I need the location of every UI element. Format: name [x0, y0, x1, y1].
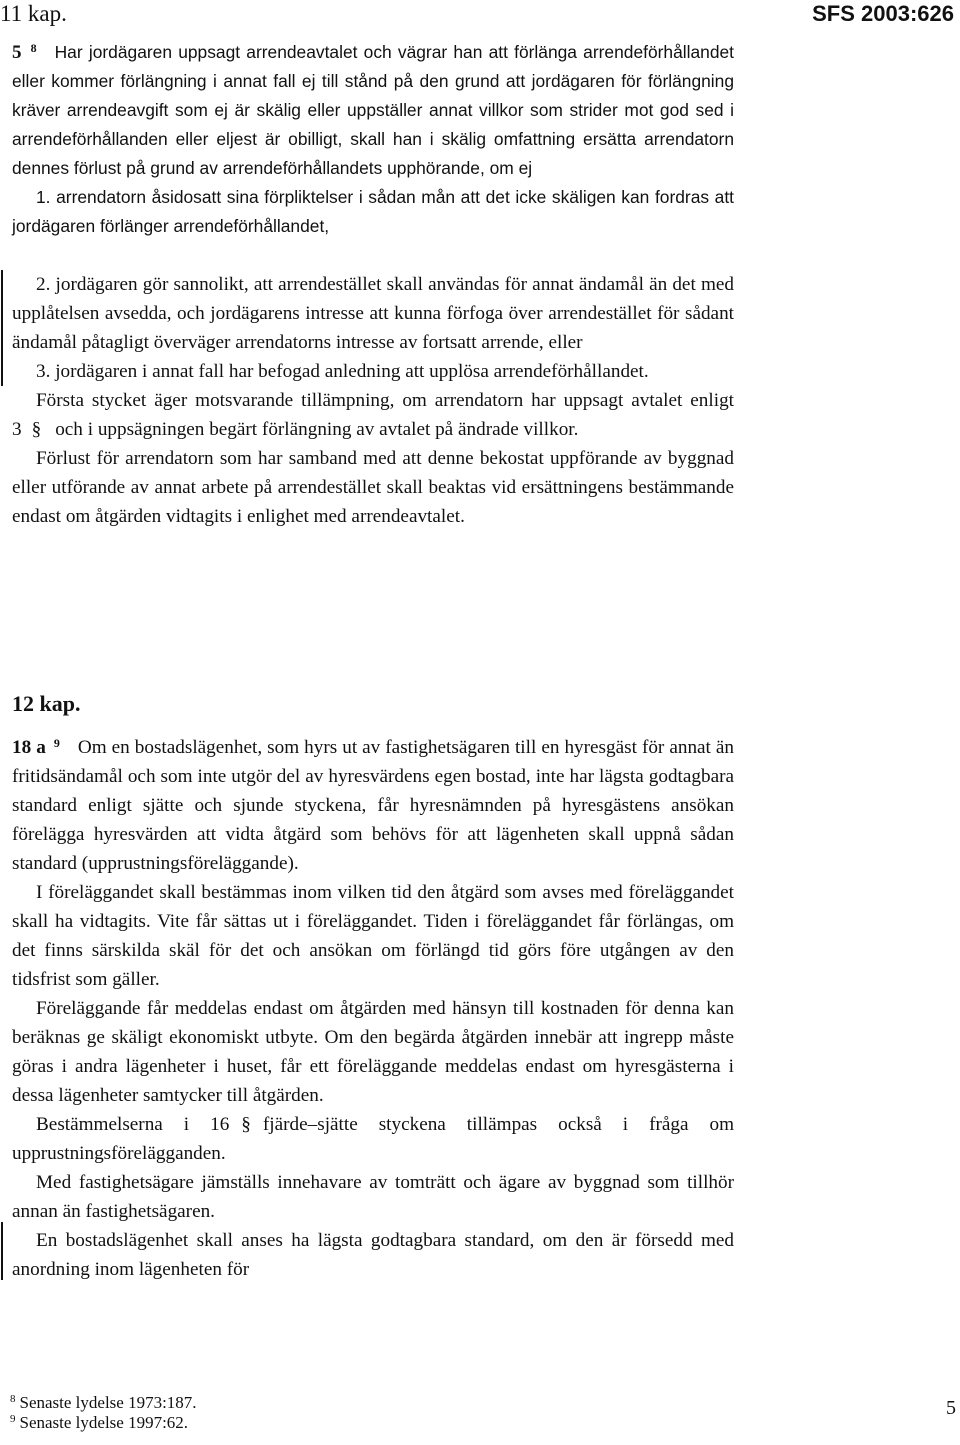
change-bar: [1, 270, 3, 386]
footnote-marker: 9: [10, 1413, 16, 1425]
list-item-2: 2. jordägaren gör sannolikt, att arrendestället skall användas för annat ändamål än det med upplåtelsen avsedda, och jordägarens intresse att kunna förfoga över arrendestället för sådant ändamål påtagligt överväger arrendatorns intresse av fortsatt arrende, eller: [12, 274, 734, 353]
paragraph-2: I föreläggandet skall bestämmas inom vilken tid den åtgärd som avses med föreläggandet skall ha vidtagits. Vite får sättas ut i föreläggandet. Tiden i föreläggandet får förlängas, om det finns särskilda skäl för det och ansökan om förlängd tid görs före utgången av den tidsfrist som gäller.: [12, 882, 734, 990]
paragraph-4: Bestämmelserna i 16 § fjärde–sjätte styckena tillämpas också i fråga om upprustningsförelägganden.: [12, 1114, 734, 1164]
footnote-marker: 8: [10, 1393, 16, 1405]
page-number: 5: [946, 1397, 956, 1419]
footnote-9: $^9$ Senaste lydelse 1997:62.: [10, 1413, 189, 1432]
paragraph-2: Första stycket äger motsvarande tillämpning, om arrendatorn har uppsagt avtalet enligt 3 § och i uppsägningen begärt förlängning av avtalet på ändrade villkor.: [12, 390, 734, 440]
footnote-ref-8[interactable]: 8: [30, 41, 37, 55]
section-11-5-continued: [12, 270, 734, 531]
paragraph-3: Föreläggande får meddelas endast om åtgärden med hänsyn till kostnaden för denna kan beräknas ge skäligt ekonomiskt utbyte. Om den begärda åtgärden innebär att ingrepp måste göras i andra lägenheter i huset, får ett föreläggande meddelas endast om hyresgästerna i dessa lägenheter samtycker till åtgärden.: [12, 998, 734, 1106]
paragraph-3: Förlust för arrendatorn som har samband med att denne bekostat uppförande av byggnad eller utförande av annat arbete på arrendestället skall beaktas vid ersättningens bestämmande endast om åtgärden vidtagits i enlighet med arrendeavtalet.: [12, 448, 734, 527]
section-11-5: [12, 38, 734, 241]
paragraph-1: 18 a $^9$ Om en bostadslägenhet, som hyrs ut av fastighetsägaren till en hyresgäst för annat än fritidsändamål och som inte utgör del av hyresvärdens egen bostad, inte har lägsta godtagbara standard enligt sjätte och sjunde styckena, får hyresnämnden på hyresgästens ansökan förelägga hyresvärden att vidta åtgärd som behövs för att lägenheten skall uppnå sådan standard (upprustningsföreläggande).: [12, 736, 735, 874]
chapter-12-heading: 12 kap.: [12, 691, 81, 716]
footnote-8: $^8$ Senaste lydelse 1973:187.: [10, 1393, 197, 1412]
paragraph-number: 18 a $^9$: [12, 736, 60, 758]
paragraph-5: Med fastighetsägare jämställs innehavare av tomträtt och ägare av byggnad som tillhör annan än fastighetsägaren.: [12, 1172, 734, 1222]
paragraph-intro: [12, 38, 734, 183]
paragraph-6: En bostadslägenhet skall anses ha lägsta godtagbara standard, om den är försedd med anordning inom lägenheten för: [12, 1230, 734, 1280]
intro-text: Har jordägaren uppsagt arrendeavtalet och vägrar han att förlänga arrendeförhållandet eller kommer förlängning i annat fall ej till stånd på den grund att jordägaren för förlängning kräver arrendeavgift som ej är skälig eller uppställer annat villkor som strider mot god sed i arrendeförhållanden eller eljest är obilligt, skall han i skälig omfattning ersätta arrendatorn dennes förlust på grund av arrendeförhållandets upphörande, om ej: [12, 42, 735, 178]
chapter-header: 11 kap.: [0, 1, 67, 26]
list-item-1: 1. arrendatorn åsidosatt sina förpliktelser i sådan mån att det icke skäligen kan fordras att jordägaren förlänger arrendeförhållandet,: [12, 187, 734, 236]
footnote-ref-9[interactable]: 9: [53, 736, 60, 750]
paragraph-number: 5 $^8$: [12, 41, 37, 63]
sfs-number: SFS 2003:626: [812, 1, 954, 26]
list-item-3: 3. jordägaren i annat fall har befogad anledning att upplösa arrendeförhållandet.: [36, 361, 649, 382]
section-sign: §: [241, 1114, 251, 1135]
change-bar: [1, 1222, 3, 1280]
footnotes: [10, 1393, 197, 1433]
section-12-18a: [12, 733, 734, 1284]
section-sign: §: [31, 419, 42, 440]
